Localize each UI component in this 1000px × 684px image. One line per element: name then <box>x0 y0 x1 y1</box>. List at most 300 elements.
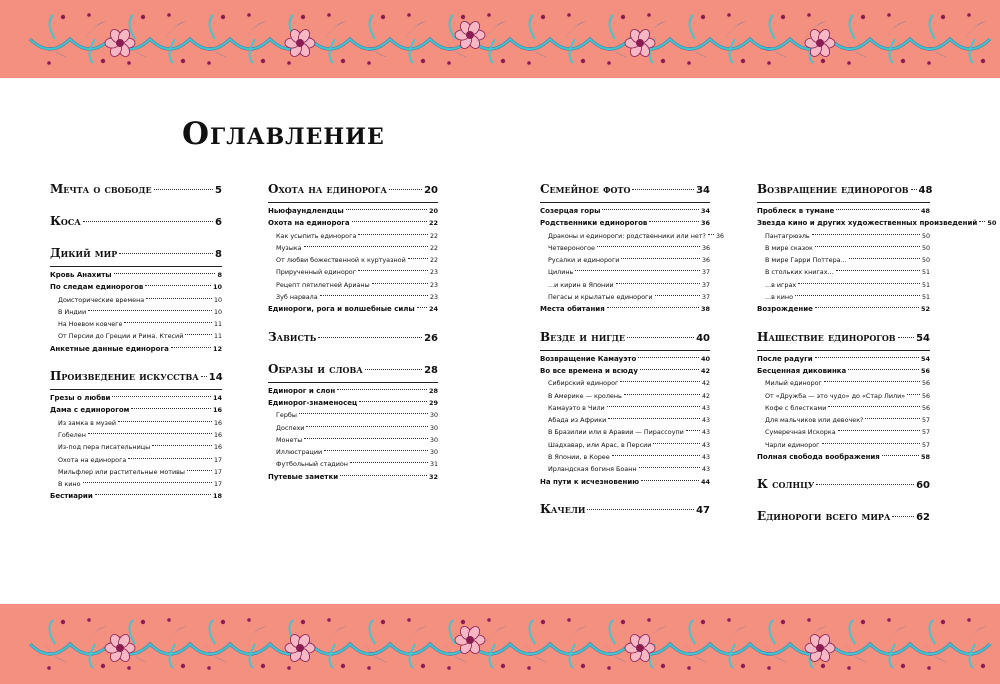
toc-entry-title: Пегасы и крылатые единороги <box>548 293 653 302</box>
toc-section <box>50 394 222 406</box>
toc-entry-title: ...и кирин в Японии <box>548 280 614 289</box>
dot-leader <box>575 270 700 271</box>
toc-chapter <box>757 330 930 347</box>
dot-leader <box>836 209 919 210</box>
dot-leader <box>848 369 919 370</box>
dot-leader <box>838 430 920 431</box>
dot-leader <box>408 258 428 259</box>
chapter-rule <box>50 389 222 390</box>
toc-section <box>50 406 222 418</box>
toc-page-number: 51 <box>921 294 930 302</box>
toc-page-number: 22 <box>429 244 438 252</box>
toc-page-number: 50 <box>921 257 930 265</box>
dot-leader <box>892 516 914 517</box>
toc-subsection <box>540 268 710 280</box>
toc-page-number: 10 <box>212 283 222 292</box>
toc-entry-title: ...в играх <box>765 280 797 289</box>
dot-leader <box>655 295 700 296</box>
toc-page-number: 17 <box>213 481 222 489</box>
toc-page-number: 38 <box>700 305 710 314</box>
toc-page-number: 29 <box>428 398 438 407</box>
toc-section <box>268 473 438 485</box>
dot-leader <box>815 246 920 247</box>
toc-subsection <box>50 419 222 431</box>
dot-leader <box>640 369 699 370</box>
toc-subsection <box>268 436 438 448</box>
toc-entry-title: Проблеск в тумане <box>757 207 835 215</box>
dot-leader <box>620 381 700 382</box>
toc-entry-title: Музыка <box>276 243 302 252</box>
toc-page-number: 23 <box>429 269 438 277</box>
toc-page-number: 60 <box>916 480 930 492</box>
toc-subsection <box>50 456 222 468</box>
toc-subsection <box>540 453 710 465</box>
dot-leader <box>337 389 427 390</box>
toc-section <box>757 355 930 367</box>
dot-leader <box>638 357 699 358</box>
dot-leader <box>112 396 210 397</box>
toc-entry-title: Пантагрюэль <box>765 231 810 240</box>
toc-page-number: 43 <box>701 404 710 412</box>
toc-chapter <box>50 214 222 231</box>
chapter-rule <box>50 266 222 267</box>
toc-entry-title: Ньюфаундлендцы <box>268 207 344 215</box>
dot-leader <box>824 381 920 382</box>
toc-page-number: 14 <box>212 394 222 403</box>
dot-leader <box>417 307 427 308</box>
toc-page-number: 56 <box>921 380 930 388</box>
dot-leader <box>612 455 700 456</box>
dot-leader <box>798 283 920 284</box>
toc-subsection <box>540 256 710 268</box>
dot-leader <box>653 443 700 444</box>
dot-leader <box>828 406 920 407</box>
toc-page-number: 36 <box>701 244 710 252</box>
dot-leader <box>350 462 428 463</box>
toc-entry-title: Возвращение единорогов <box>757 182 909 196</box>
toc-page-number: 36 <box>700 219 710 228</box>
toc-page-number: 43 <box>701 429 710 437</box>
dot-leader <box>365 369 422 370</box>
toc-page-number: 56 <box>921 404 930 412</box>
toc-entry-title: Единорог-знаменосец <box>268 398 358 407</box>
toc-entry-title: Грезы о любви <box>50 394 111 403</box>
toc-entry-title: В мире сказок <box>765 243 813 252</box>
toc-entry-title: Из замка в музей <box>58 418 117 427</box>
dot-leader <box>624 394 700 395</box>
dot-leader <box>124 322 212 323</box>
toc-section <box>268 399 438 411</box>
toc-entry-title: Милый единорог <box>765 379 822 388</box>
toc-entry-title: Звезда кино и других художественных произведений <box>757 219 978 228</box>
floral-ornament-icon <box>0 0 1000 78</box>
toc-entry-title: Зуб нарвала <box>276 293 318 302</box>
dot-leader <box>816 484 914 485</box>
toc-section <box>268 207 438 219</box>
toc-section <box>268 387 438 399</box>
decorative-floral-border-top <box>0 0 1000 78</box>
dot-leader <box>616 283 700 284</box>
toc-entry-title: Дама с единорогом <box>50 406 130 415</box>
toc-page-number: 43 <box>701 417 710 425</box>
toc-section <box>540 219 710 231</box>
toc-page-number: 22 <box>429 257 438 265</box>
toc-entry-title: Родственники единорогов <box>540 219 648 228</box>
toc-page-number: 43 <box>701 454 710 462</box>
toc-subsection <box>50 296 222 308</box>
toc-entry-title: Кофе с блестками <box>765 403 827 412</box>
toc-entry-title: По следам единорогов <box>50 283 144 292</box>
toc-subsection <box>757 232 930 244</box>
toc-section <box>757 305 930 317</box>
toc-page-number: 54 <box>920 354 930 363</box>
toc-entry-title: Шадхавар, или Арас, в Персии <box>548 440 652 449</box>
toc-chapter <box>50 369 222 386</box>
toc-page-number: 28 <box>428 386 438 395</box>
toc-subsection <box>540 244 710 256</box>
toc-page-number: 32 <box>428 472 438 481</box>
dot-leader <box>131 408 211 409</box>
toc-entry-title: Гербы <box>276 411 297 420</box>
toc-page-number: 30 <box>429 449 438 457</box>
toc-entry-title: Гобелен <box>58 430 86 439</box>
toc-page-number: 40 <box>696 332 710 344</box>
toc-entry-title: В Индии <box>58 307 87 316</box>
toc-page-number: 34 <box>696 185 710 196</box>
toc-page-number: 23 <box>429 294 438 302</box>
dot-leader <box>389 189 422 190</box>
toc-entry-title: Русалки и единороги <box>548 256 620 265</box>
toc-page-number: 10 <box>213 296 222 304</box>
toc-subsection <box>757 256 930 268</box>
dot-leader <box>608 418 700 419</box>
dot-leader <box>795 295 920 296</box>
toc-subsection <box>540 416 710 428</box>
toc-subsection <box>268 448 438 460</box>
toc-page-number: 37 <box>701 269 710 277</box>
toc-subsection <box>757 268 930 280</box>
toc-section <box>540 207 710 219</box>
dot-leader <box>812 234 920 235</box>
toc-subsection <box>757 281 930 293</box>
toc-page-number: 18 <box>212 492 222 501</box>
dot-leader <box>686 430 700 431</box>
toc-entry-title: Охота на единорога <box>268 182 387 196</box>
toc-entry-title: Места обитания <box>540 305 605 314</box>
toc-chapter <box>757 182 933 199</box>
toc-chapter <box>268 330 438 347</box>
page-title: Оглавление <box>182 116 385 152</box>
toc-page-number: 48 <box>918 185 933 196</box>
toc-entry-title: Абада из Африки <box>548 416 607 425</box>
dot-leader <box>849 258 920 259</box>
dot-leader <box>632 189 694 190</box>
toc-entry-title: Везде и нигде <box>540 329 625 344</box>
toc-page-number: 20 <box>424 185 438 196</box>
toc-section <box>50 345 222 357</box>
toc-subsection <box>540 392 710 404</box>
toc-entry-title: Нашествие единорогов <box>757 329 896 344</box>
toc-column-1 <box>50 182 222 505</box>
chapter-rule <box>540 350 710 351</box>
toc-entry-title: На Ноевом ковчеге <box>58 320 123 329</box>
toc-entry-title: ...в кино <box>765 293 793 302</box>
toc-entry-title: Для мальчиков или девочек? <box>765 416 864 425</box>
toc-section <box>268 219 438 231</box>
toc-page-number: 24 <box>428 305 438 314</box>
dot-leader <box>119 253 213 254</box>
toc-subsection <box>268 281 438 293</box>
toc-section <box>757 219 997 231</box>
toc-section <box>50 492 222 504</box>
toc-subsection <box>50 308 222 320</box>
toc-subsection <box>268 232 438 244</box>
toc-entry-title: От «Дружба — это чудо» до «Стар Лили» <box>765 391 906 400</box>
toc-page-number: 31 <box>429 461 438 469</box>
toc-page-number: 50 <box>987 219 997 228</box>
dot-leader <box>145 285 211 286</box>
toc-page-number: 57 <box>921 429 930 437</box>
toc-page-number: 62 <box>916 512 930 524</box>
toc-chapter <box>50 246 222 263</box>
toc-page-number: 5 <box>215 185 222 196</box>
toc-page-number: 30 <box>429 436 438 444</box>
toc-page-number: 30 <box>429 412 438 420</box>
toc-chapter <box>757 477 930 494</box>
toc-subsection <box>757 244 930 256</box>
toc-chapter <box>268 182 438 199</box>
dot-leader <box>836 270 920 271</box>
dot-leader <box>911 189 917 190</box>
toc-subsection <box>540 441 710 453</box>
dot-leader <box>597 246 700 247</box>
toc-entry-title: Произведение искусства <box>50 369 199 384</box>
toc-page-number: 40 <box>700 354 710 363</box>
dot-leader <box>815 357 919 358</box>
toc-page-number: 36 <box>715 232 724 240</box>
toc-page-number: 11 <box>213 321 222 329</box>
dot-leader <box>649 221 699 222</box>
dot-leader <box>346 209 427 210</box>
dot-leader <box>154 189 213 190</box>
toc-entry-title: Охота на единорога <box>268 219 350 228</box>
dot-leader <box>201 376 207 377</box>
toc-page-number: 8 <box>217 271 222 279</box>
toc-entry-title: Полная свобода воображения <box>757 453 880 462</box>
toc-page-number: 42 <box>700 366 710 375</box>
toc-entry-title: На пути к исчезновению <box>540 477 640 486</box>
toc-page-number: 22 <box>428 219 438 228</box>
toc-subsection <box>268 244 438 256</box>
toc-column-2 <box>268 182 438 485</box>
toc-subsection <box>757 441 930 453</box>
toc-page-number: 56 <box>921 392 930 400</box>
toc-page-number: 12 <box>212 344 222 353</box>
toc-subsection <box>50 480 222 492</box>
toc-page-number: 11 <box>213 333 222 341</box>
toc-page-number: 16 <box>213 419 222 427</box>
dot-leader <box>372 283 428 284</box>
toc-entry-title: Цилинь <box>548 268 574 277</box>
decorative-floral-border-bottom <box>0 604 1000 684</box>
dot-leader <box>708 234 714 235</box>
dot-leader <box>587 509 694 510</box>
toc-page-number: 37 <box>701 281 710 289</box>
dot-leader <box>83 482 212 483</box>
toc-subsection <box>50 443 222 455</box>
dot-leader <box>882 455 919 456</box>
toc-section <box>540 355 710 367</box>
toc-entry-title: Из-под пера писательницы <box>58 443 151 452</box>
chapter-rule <box>268 382 438 383</box>
toc-chapter <box>540 330 710 347</box>
toc-page-number: 57 <box>921 417 930 425</box>
toc-entry-title: В кино <box>58 480 81 489</box>
toc-entry-title: Четвероногое <box>548 243 595 252</box>
toc-subsection <box>268 293 438 305</box>
toc-page-number: 22 <box>429 232 438 240</box>
toc-subsection <box>268 424 438 436</box>
toc-subsection <box>268 268 438 280</box>
dot-leader <box>358 234 428 235</box>
dot-leader <box>621 258 700 259</box>
dot-leader <box>340 475 427 476</box>
toc-entry-title: Бесценная диковинка <box>757 366 847 375</box>
toc-section <box>540 305 710 317</box>
toc-entry-title: От любви божественной к куртуазной <box>276 256 406 265</box>
dot-leader <box>88 433 212 434</box>
toc-page-number: 54 <box>916 332 930 344</box>
toc-page-number: 43 <box>701 466 710 474</box>
toc-subsection <box>757 379 930 391</box>
dot-leader <box>318 337 422 338</box>
toc-entry-title: Монеты <box>276 435 303 444</box>
dot-leader <box>95 494 211 495</box>
toc-entry-title: Сибирский единорог <box>548 379 619 388</box>
toc-section <box>757 453 930 465</box>
toc-entry-title: Возвращение Камауэто <box>540 354 637 363</box>
toc-page-number: 16 <box>213 444 222 452</box>
toc-chapter <box>540 502 710 519</box>
dot-leader <box>171 347 211 348</box>
toc-entry-title: Кровь Анахиты <box>50 271 112 279</box>
dot-leader <box>979 221 985 222</box>
toc-subsection <box>540 293 710 305</box>
toc-subsection <box>540 281 710 293</box>
toc-page-number: 23 <box>429 281 438 289</box>
toc-section <box>540 478 710 490</box>
toc-entry-title: Сумеречная Искорка <box>765 428 836 437</box>
dot-leader <box>352 221 427 222</box>
dot-leader <box>607 307 699 308</box>
dot-leader <box>898 337 915 338</box>
toc-entry-title: Мечта о свободе <box>50 182 152 196</box>
dot-leader <box>185 334 212 335</box>
toc-entry-title: В Бразилии или в Аравии — Пираcсоупи <box>548 428 684 437</box>
toc-chapter <box>50 182 222 199</box>
toc-page-number: 56 <box>920 366 930 375</box>
toc-subsection <box>540 428 710 440</box>
toc-page-number: 37 <box>701 294 710 302</box>
toc-page-number: 51 <box>921 281 930 289</box>
toc-page-number: 26 <box>424 332 438 344</box>
floral-ornament-icon <box>0 604 1000 684</box>
toc-section <box>757 207 930 219</box>
dot-leader <box>114 273 216 274</box>
dot-leader <box>299 413 428 414</box>
dot-leader <box>865 418 920 419</box>
toc-page-number: 44 <box>700 477 710 486</box>
toc-page-number: 48 <box>920 207 930 215</box>
toc-entry-title: Единороги всего мира <box>757 509 891 524</box>
dot-leader <box>358 270 428 271</box>
toc-subsection <box>50 431 222 443</box>
toc-page-number: 58 <box>920 453 930 462</box>
toc-entry-title: Доисторические времена <box>58 295 145 304</box>
toc-entry-title: Зависть <box>268 329 317 344</box>
toc-chapter <box>540 182 710 199</box>
dot-leader <box>815 307 919 308</box>
toc-entry-title: От Персии до Греции и Рима. Ктесий <box>58 332 184 341</box>
toc-subsection <box>50 468 222 480</box>
toc-page-number: 50 <box>921 232 930 240</box>
toc-entry-title: Мильфлер или растительные мотивы <box>58 467 185 476</box>
toc-entry-title: Рецепт пятилетней Арианы <box>276 280 370 289</box>
toc-subsection <box>757 428 930 440</box>
toc-subsection <box>757 392 930 404</box>
toc-entry-title: Бестиарии <box>50 492 93 501</box>
toc-subsection <box>540 465 710 477</box>
toc-entry-title: Качели <box>540 501 586 516</box>
toc-entry-title: После радуги <box>757 354 813 363</box>
toc-section <box>757 367 930 379</box>
toc-page-number: 52 <box>920 305 930 314</box>
toc-page-number: 6 <box>215 217 222 228</box>
toc-page-number: 16 <box>212 406 222 415</box>
toc-subsection <box>540 404 710 416</box>
dot-leader <box>304 246 428 247</box>
dot-leader <box>128 458 212 459</box>
toc-section <box>50 283 222 295</box>
toc-entry-title: Анкетные данные единорога <box>50 344 169 353</box>
toc-page-number: 17 <box>213 456 222 464</box>
toc-subsection <box>757 293 930 305</box>
toc-page-number: 20 <box>428 207 438 215</box>
toc-page-number: 14 <box>208 372 223 384</box>
toc-entry-title: Возрождение <box>757 305 813 314</box>
toc-entry-title: Ирландская богиня Боанн <box>548 465 637 474</box>
toc-entry-title: Иллюстрации <box>276 448 323 457</box>
toc-page-number: 50 <box>921 244 930 252</box>
dot-leader <box>822 443 920 444</box>
toc-subsection <box>540 379 710 391</box>
toc-page-number: 10 <box>213 308 222 316</box>
dot-leader <box>641 480 699 481</box>
toc-column-3 <box>540 182 724 534</box>
dot-leader <box>320 295 428 296</box>
toc-entry-title: Как усыпить единорога <box>276 231 357 240</box>
toc-entry-title: Охота на единорога <box>58 455 127 464</box>
toc-entry-title: К солнцу <box>757 477 815 492</box>
toc-entry-title: Единорог и слон <box>268 386 336 395</box>
toc-entry-title: Образы и слова <box>268 361 363 376</box>
toc-entry-title: Созерцая горы <box>540 207 601 215</box>
toc-entry-title: В мире Гарри Поттера... <box>765 256 847 265</box>
toc-section <box>540 367 710 379</box>
toc-subsection <box>757 404 930 416</box>
dot-leader <box>639 467 700 468</box>
dot-leader <box>88 310 212 311</box>
